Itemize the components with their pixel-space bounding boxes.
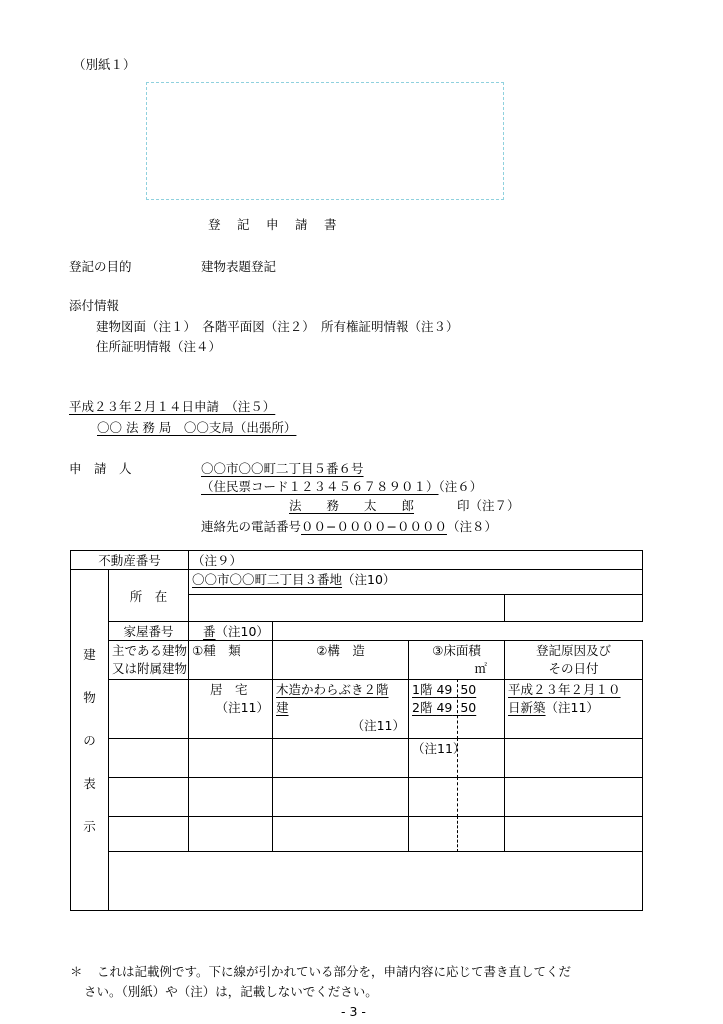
- cause-header: 登記原因及び その日付: [505, 641, 643, 680]
- application-date: 平成２３年２月１４日申請 （注５）: [69, 399, 276, 414]
- applicant-label: 申 請 人: [69, 461, 132, 476]
- cause-cell: 平成２３年２月１０ 日新築（注11）: [505, 680, 643, 739]
- building-display-side-label: 建 物 の 表 示: [71, 570, 109, 911]
- floor-area-note: （注11）: [412, 741, 466, 756]
- footnote-mark: ＊: [70, 964, 83, 979]
- structure-cell: 木造かわらぶき２階 建 （注11）: [273, 680, 409, 739]
- resident-code: （住民票コード１２３４５６７８９０１）: [201, 479, 439, 494]
- location-note: （注10）: [342, 572, 396, 587]
- footnote-line2: さい。（別紙）や（注）は，記載しないでください。: [84, 984, 378, 999]
- house-number-note: （注10）: [215, 624, 269, 639]
- real-estate-number-label: 不動産番号: [71, 551, 189, 570]
- registry-office: 〇〇 法 務 局 〇〇支局（出張所）: [97, 420, 297, 435]
- location-value: 〇〇市〇〇町二丁目３番地: [192, 572, 343, 587]
- building-description-table: [70, 550, 643, 911]
- phone-note: （注８）: [446, 519, 497, 534]
- location-blank: [189, 595, 505, 622]
- phone-label: 連絡先の電話番号: [201, 519, 302, 534]
- applicant-name: 法 務 太 郎: [289, 498, 415, 513]
- floor-area-cell: 1階 49 50 2階 49 50: [409, 680, 505, 739]
- attached-info-line2: 住所証明情報（注４）: [96, 339, 222, 354]
- purpose-label: 登記の目的: [69, 259, 132, 274]
- structure-header: ②構 造: [273, 641, 409, 680]
- document-title: 登 記 申 請 書: [208, 217, 339, 232]
- applicant-seal: 印（注７）: [457, 498, 520, 513]
- kind-cell: 居 宅 （注11）: [189, 680, 273, 739]
- main-annex-header: 主である建物 又は附属建物: [109, 641, 189, 680]
- phone-number: ００−００００−００００: [301, 519, 447, 534]
- location-label: 所 在: [109, 570, 189, 622]
- house-number-label: 家屋番号: [109, 622, 189, 641]
- revenue-stamp-area: [146, 82, 504, 200]
- house-number-value: 番: [203, 624, 216, 639]
- kind-header: ①種 類: [189, 641, 273, 680]
- attachment-label: （別紙１）: [73, 57, 136, 72]
- location-blank-right: [505, 595, 643, 622]
- attached-info-line1: 建物図面（注１） 各階平面図（注２） 所有権証明情報（注３）: [96, 319, 459, 334]
- resident-code-note: （注６）: [438, 479, 483, 494]
- attached-info-label: 添付情報: [69, 298, 120, 313]
- footnote-line1: これは記載例です。下に線が引かれている部分を，申請内容に応じて書き直してくだ: [97, 964, 572, 979]
- page-number: - 3 -: [341, 1004, 366, 1019]
- floor-area-header: ③床面積 ㎡: [409, 641, 505, 680]
- applicant-address: 〇〇市〇〇町二丁目５番６号: [201, 461, 364, 476]
- real-estate-number-value: （注９）: [189, 551, 643, 570]
- purpose-value: 建物表題登記: [201, 259, 277, 274]
